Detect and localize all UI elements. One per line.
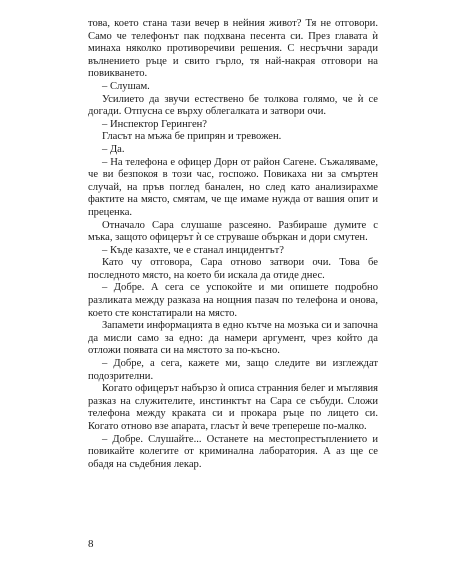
page-number: 8 — [88, 538, 94, 550]
paragraph: това, което стана тази вечер в нейния живот? Тя не отговори. Само че телефонът пак подхвана песента си. През главата ѝ минаха няколко противоречиви решения. С несръчни заради вълнението ръце и свито гърло, тя най-накрая отговори на повикването. — [88, 18, 378, 80]
paragraph: Усилието да звучи естествено бе толкова голямо, че ѝ се догади. Отпусна се върху облегалката и затвори очи. — [88, 93, 378, 118]
paragraph: – На телефона е офицер Дорн от район Сагене. Съжаляваме, че ви безпокоя в този час, госпожо. Повикаха ни за смъртен случай, на пръв поглед банален, но след като анализирахме фактите на място, смятам, че ще имаме нужда от вашия опит и преценка. — [88, 156, 378, 218]
paragraph: Когато офицерът набързо ѝ описа странния белег и мъглявия разказ на служителите, инстинктът на Сара се събуди. Сложи телефона между краката си и прокара ръце по лицето си. Когато отново взе апарата, гласът ѝ вече трепереше по-малко. — [88, 383, 378, 432]
paragraph: – Добре. Слушайте... Останете на местопрестъплението и повикайте колегите от криминална лаборатория. А аз ще се обадя на съдебния лекар. — [88, 433, 378, 470]
paragraph: Отначало Сара слушаше разсеяно. Разбираше думите с мъка, защото офицерът ѝ се струваше объркан и дори смутен. — [88, 219, 378, 244]
paragraph: – Инспектор Геринген? — [102, 118, 208, 130]
paragraph: Запамети информацията в едно кътче на мозъка си и започна да мисли само за едно: да намери аргумент, чрез който да отложи появата си на мястото за по-късно. — [88, 320, 378, 357]
paragraph: Като чу отговора, Сара отново затвори очи. Това бе последното място, на което би искала да отиде днес. — [88, 257, 378, 281]
paragraph: – Къде казахте, че е станал инцидентът? — [102, 244, 284, 256]
page-text — [88, 18, 378, 471]
paragraph: Гласът на мъжа бе припрян и тревожен. — [102, 131, 282, 143]
paragraph: – Да. — [102, 143, 125, 155]
paragraph: – Добре, а сега, кажете ми, защо следите ви изглеждат подозрителни. — [88, 358, 378, 382]
paragraph: – Слушам. — [102, 80, 150, 92]
paragraph: – Добре. А сега се успокойте и ми опишете подробно разликата между разказа на нощния пазач по телефона и онова, което сте констатирали на място. — [88, 282, 378, 319]
